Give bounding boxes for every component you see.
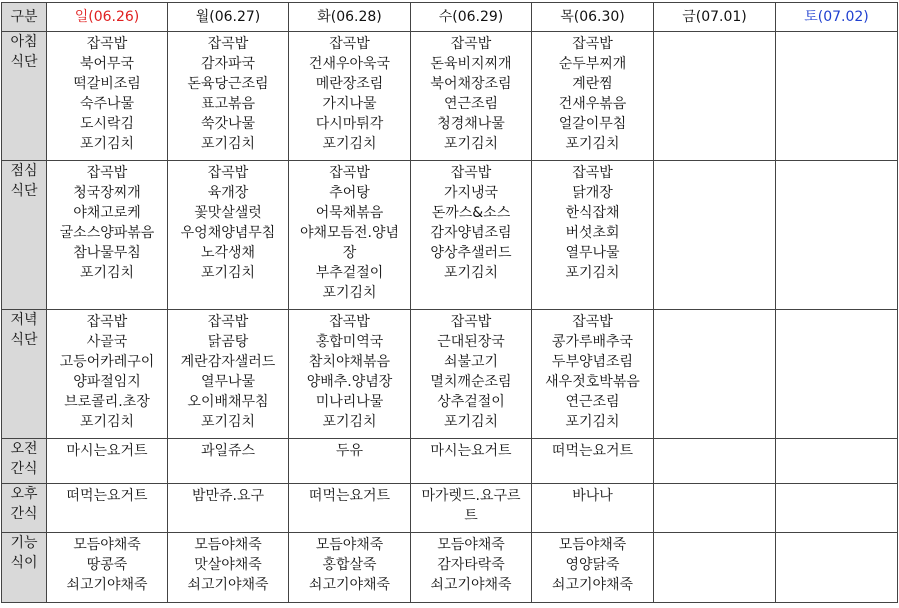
row-functional-diet bbox=[2, 533, 898, 603]
menu-item: 장 bbox=[342, 245, 357, 261]
menu-item: 마가렛드.요구르 bbox=[421, 488, 521, 504]
menu-items bbox=[47, 484, 167, 508]
menu-item: 건새우볶음 bbox=[558, 96, 627, 112]
row-label-line: 점심 bbox=[10, 163, 38, 179]
menu-item: 포기김치 bbox=[443, 414, 499, 430]
menu-item: 과일쥬스 bbox=[200, 443, 256, 459]
menu-item: 쇠고기야채죽 bbox=[66, 577, 148, 593]
menu-cell-afternoon-snack-mon bbox=[168, 484, 289, 533]
menu-item: 쇠고기야채죽 bbox=[187, 577, 269, 593]
menu-item: 두유 bbox=[335, 443, 364, 459]
menu-cell-afternoon-snack-sun bbox=[47, 484, 168, 533]
menu-item: 포기김치 bbox=[565, 414, 620, 430]
menu-item: 잡곡밥 bbox=[329, 165, 370, 181]
row-afternoon-snack bbox=[2, 484, 898, 533]
menu-items bbox=[47, 533, 167, 597]
menu-item: 콩가루배추국 bbox=[551, 334, 634, 350]
row-label-line: 저녁 bbox=[10, 312, 38, 328]
menu-items bbox=[47, 32, 167, 156]
menu-items bbox=[776, 161, 897, 165]
menu-item: 떠먹는요거트 bbox=[66, 488, 148, 504]
row-label-line: 기능 bbox=[10, 535, 38, 551]
menu-item: 쇠고기야채죽 bbox=[551, 577, 634, 593]
header-day-sat: 토(07.02) bbox=[776, 3, 898, 32]
menu-item: 떠먹는요거트 bbox=[308, 488, 391, 504]
menu-items bbox=[532, 533, 653, 597]
menu-item: 참치야채볶음 bbox=[308, 354, 391, 370]
menu-item: 얼갈이무침 bbox=[558, 116, 627, 132]
menu-item: 청경채나물 bbox=[437, 116, 505, 132]
menu-item: 트 bbox=[464, 508, 478, 524]
menu-item: 잡곡밥 bbox=[572, 36, 613, 52]
row-lunch bbox=[2, 161, 898, 310]
menu-item: 오이배채무침 bbox=[187, 394, 269, 410]
menu-item: 모듬야채죽 bbox=[437, 537, 505, 553]
menu-items bbox=[776, 439, 897, 443]
menu-item: 육개장 bbox=[207, 185, 249, 201]
menu-cell-lunch-sat bbox=[776, 161, 898, 310]
menu-item: 잡곡밥 bbox=[450, 36, 492, 52]
menu-item: 열무나물 bbox=[565, 245, 620, 261]
menu-item: 쇠고기야채죽 bbox=[430, 577, 512, 593]
menu-item: 사골국 bbox=[86, 334, 128, 350]
menu-items bbox=[47, 310, 167, 434]
menu-item: 홍합미역국 bbox=[315, 334, 384, 350]
menu-item: 계란감자샐러드 bbox=[180, 354, 276, 370]
menu-items bbox=[654, 439, 775, 443]
menu-item: 포기김치 bbox=[443, 136, 499, 152]
menu-cell-functional-diet-sun bbox=[47, 533, 168, 603]
menu-item: 쑥갓나물 bbox=[200, 116, 256, 132]
header-day-tue: 화(06.28) bbox=[289, 3, 411, 32]
menu-cell-morning-snack-sat bbox=[776, 439, 898, 484]
menu-cell-lunch-fri bbox=[654, 161, 776, 310]
header-corner: 구분 bbox=[2, 3, 47, 32]
menu-item: 부추겉절이 bbox=[315, 265, 384, 281]
menu-cell-lunch-wed bbox=[411, 161, 532, 310]
menu-cell-morning-snack-mon bbox=[168, 439, 289, 484]
menu-cell-dinner-fri bbox=[654, 310, 776, 439]
menu-item: 다시마튀각 bbox=[315, 116, 384, 132]
menu-item: 모듬야채죽 bbox=[73, 537, 141, 553]
menu-cell-breakfast-sun bbox=[47, 32, 168, 161]
menu-item: 돈육비지찌개 bbox=[430, 56, 512, 72]
menu-item: 쇠불고기 bbox=[443, 354, 499, 370]
menu-item: 포기김치 bbox=[322, 136, 377, 152]
menu-item: 야채고로케 bbox=[73, 205, 141, 221]
menu-item: 감자파국 bbox=[200, 56, 256, 72]
row-label-line: 식단 bbox=[10, 54, 38, 70]
menu-items bbox=[168, 161, 288, 285]
menu-cell-morning-snack-tue bbox=[289, 439, 411, 484]
menu-item: 포기김치 bbox=[565, 265, 620, 281]
menu-cell-dinner-tue bbox=[289, 310, 411, 439]
menu-item: 잡곡밥 bbox=[329, 314, 370, 330]
menu-items bbox=[532, 484, 653, 508]
menu-item: 표고볶음 bbox=[200, 96, 256, 112]
menu-cell-breakfast-sat bbox=[776, 32, 898, 161]
menu-item: 잡곡밥 bbox=[450, 165, 492, 181]
menu-item: 감자양념조림 bbox=[430, 225, 512, 241]
menu-item: 잡곡밥 bbox=[207, 314, 249, 330]
menu-item: 떡갈비조림 bbox=[73, 76, 141, 92]
menu-item: 포기김치 bbox=[565, 136, 620, 152]
menu-item: 포기김치 bbox=[200, 414, 256, 430]
menu-cell-dinner-wed bbox=[411, 310, 532, 439]
menu-item: 추어탕 bbox=[329, 185, 370, 201]
row-label-line: 오후 bbox=[10, 486, 38, 502]
menu-items bbox=[411, 32, 531, 156]
row-label-dinner bbox=[2, 310, 47, 439]
menu-item: 맛살야채죽 bbox=[194, 557, 262, 573]
menu-cell-functional-diet-sat bbox=[776, 533, 898, 603]
menu-item: 모듬야채죽 bbox=[315, 537, 384, 553]
menu-cell-dinner-mon bbox=[168, 310, 289, 439]
menu-item: 도시락김 bbox=[79, 116, 135, 132]
menu-item: 열무나물 bbox=[200, 374, 256, 390]
menu-cell-morning-snack-wed bbox=[411, 439, 532, 484]
menu-items bbox=[289, 32, 410, 156]
menu-item: 북어채장조림 bbox=[430, 76, 512, 92]
menu-item: 어묵채볶음 bbox=[315, 205, 384, 221]
menu-cell-breakfast-wed bbox=[411, 32, 532, 161]
menu-item: 모듬야채죽 bbox=[194, 537, 262, 553]
menu-items bbox=[654, 310, 775, 314]
menu-items bbox=[411, 310, 531, 434]
menu-items bbox=[411, 533, 531, 597]
menu-cell-afternoon-snack-fri bbox=[654, 484, 776, 533]
header-day-thu: 목(06.30) bbox=[532, 3, 654, 32]
menu-cell-dinner-thu bbox=[532, 310, 654, 439]
menu-items bbox=[532, 32, 653, 156]
menu-cell-morning-snack-sun bbox=[47, 439, 168, 484]
row-label-line: 식단 bbox=[10, 183, 38, 199]
menu-cell-lunch-sun bbox=[47, 161, 168, 310]
menu-cell-afternoon-snack-sat bbox=[776, 484, 898, 533]
menu-items bbox=[168, 310, 288, 434]
menu-cell-functional-diet-tue bbox=[289, 533, 411, 603]
menu-item: 잡곡밥 bbox=[329, 36, 370, 52]
menu-item: 떠먹는요거트 bbox=[551, 443, 634, 459]
menu-cell-lunch-thu bbox=[532, 161, 654, 310]
menu-cell-dinner-sun bbox=[47, 310, 168, 439]
menu-item: 바나나 bbox=[572, 488, 613, 504]
menu-item: 양상추샐러드 bbox=[430, 245, 512, 261]
menu-items bbox=[776, 32, 897, 36]
row-label-line: 간식 bbox=[10, 461, 38, 477]
meal-plan-table bbox=[1, 2, 898, 603]
menu-cell-breakfast-mon bbox=[168, 32, 289, 161]
menu-cell-morning-snack-fri bbox=[654, 439, 776, 484]
row-label-morning-snack bbox=[2, 439, 47, 484]
menu-items bbox=[654, 161, 775, 165]
menu-item: 마시는요거트 bbox=[430, 443, 512, 459]
menu-item: 노각생채 bbox=[200, 245, 256, 261]
row-label-functional-diet bbox=[2, 533, 47, 603]
menu-cell-lunch-mon bbox=[168, 161, 289, 310]
row-dinner bbox=[2, 310, 898, 439]
menu-item: 돈까스&소스 bbox=[431, 205, 511, 221]
row-label-line: 식단 bbox=[10, 332, 38, 348]
row-label-line: 아침 bbox=[10, 34, 38, 50]
header-day-sun: 일(06.26) bbox=[47, 3, 168, 32]
menu-items bbox=[776, 533, 897, 537]
menu-item: 마시는요거트 bbox=[66, 443, 148, 459]
menu-cell-functional-diet-fri bbox=[654, 533, 776, 603]
menu-item: 포기김치 bbox=[322, 414, 377, 430]
menu-item: 한식잡채 bbox=[565, 205, 620, 221]
menu-item: 쇠고기야채죽 bbox=[308, 577, 391, 593]
menu-items bbox=[532, 310, 653, 434]
menu-item: 가지냉국 bbox=[443, 185, 499, 201]
menu-cell-afternoon-snack-tue bbox=[289, 484, 411, 533]
menu-item: 참나물무침 bbox=[73, 245, 141, 261]
menu-item: 가지나물 bbox=[322, 96, 377, 112]
menu-item: 포기김치 bbox=[79, 265, 135, 281]
menu-item: 포기김치 bbox=[79, 136, 135, 152]
menu-items bbox=[47, 161, 167, 285]
menu-item: 포기김치 bbox=[200, 136, 256, 152]
menu-item: 포기김치 bbox=[322, 285, 377, 301]
menu-item: 브로콜리.초장 bbox=[64, 394, 150, 410]
header-day-fri: 금(07.01) bbox=[654, 3, 776, 32]
menu-item: 고등어카레구이 bbox=[59, 354, 155, 370]
menu-item: 밤만쥬.요구 bbox=[191, 488, 265, 504]
menu-cell-afternoon-snack-wed bbox=[411, 484, 532, 533]
menu-cell-functional-diet-mon bbox=[168, 533, 289, 603]
header-day-mon: 월(06.27) bbox=[168, 3, 289, 32]
menu-item: 모듬야채죽 bbox=[558, 537, 627, 553]
menu-items bbox=[168, 32, 288, 156]
header-row bbox=[2, 3, 898, 32]
menu-items bbox=[289, 310, 410, 434]
row-label-breakfast bbox=[2, 32, 47, 161]
row-label-line: 식이 bbox=[10, 555, 38, 571]
menu-items bbox=[289, 484, 410, 508]
menu-items bbox=[289, 161, 410, 305]
menu-item: 청국장찌개 bbox=[73, 185, 141, 201]
menu-item: 상추겉절이 bbox=[437, 394, 505, 410]
menu-cell-afternoon-snack-thu bbox=[532, 484, 654, 533]
row-label-line: 오전 bbox=[10, 441, 38, 457]
menu-item: 양파절임지 bbox=[73, 374, 141, 390]
menu-items bbox=[654, 484, 775, 488]
menu-item: 잡곡밥 bbox=[207, 36, 249, 52]
menu-item: 잡곡밥 bbox=[86, 314, 128, 330]
menu-item: 근대된장국 bbox=[437, 334, 505, 350]
menu-item: 잡곡밥 bbox=[86, 165, 128, 181]
menu-item: 돈육당근조림 bbox=[187, 76, 269, 92]
menu-item: 감자타락죽 bbox=[437, 557, 505, 573]
menu-item: 미나리나물 bbox=[315, 394, 384, 410]
row-label-line: 간식 bbox=[10, 506, 38, 522]
menu-item: 야채모듬전.양념 bbox=[299, 225, 400, 241]
menu-items bbox=[532, 161, 653, 285]
menu-item: 우엉채양념무침 bbox=[180, 225, 276, 241]
menu-cell-breakfast-fri bbox=[654, 32, 776, 161]
menu-item: 건새우아욱국 bbox=[308, 56, 391, 72]
menu-cell-breakfast-thu bbox=[532, 32, 654, 161]
menu-items bbox=[654, 32, 775, 36]
menu-items bbox=[289, 533, 410, 597]
menu-item: 포기김치 bbox=[443, 265, 499, 281]
menu-items bbox=[47, 439, 167, 463]
menu-item: 연근조림 bbox=[443, 96, 499, 112]
menu-cell-morning-snack-thu bbox=[532, 439, 654, 484]
menu-item: 잡곡밥 bbox=[207, 165, 249, 181]
menu-item: 잡곡밥 bbox=[450, 314, 492, 330]
menu-item: 포기김치 bbox=[79, 414, 135, 430]
menu-items bbox=[411, 161, 531, 285]
menu-item: 잡곡밥 bbox=[572, 314, 613, 330]
menu-item: 순두부찌개 bbox=[558, 56, 627, 72]
menu-cell-breakfast-tue bbox=[289, 32, 411, 161]
menu-item: 두부양념조림 bbox=[551, 354, 634, 370]
menu-item: 버섯초회 bbox=[565, 225, 620, 241]
menu-item: 꽃맛살샐럿 bbox=[194, 205, 262, 221]
menu-items bbox=[289, 439, 410, 463]
menu-item: 계란찜 bbox=[572, 76, 613, 92]
menu-item: 땅콩죽 bbox=[86, 557, 128, 573]
menu-item: 양배추.양념장 bbox=[306, 374, 393, 390]
menu-items bbox=[654, 533, 775, 537]
menu-items bbox=[532, 439, 653, 463]
menu-item: 북어무국 bbox=[79, 56, 135, 72]
menu-item: 잡곡밥 bbox=[86, 36, 128, 52]
row-label-afternoon-snack bbox=[2, 484, 47, 533]
menu-item: 멸치깨순조림 bbox=[430, 374, 512, 390]
menu-item: 메란장조림 bbox=[315, 76, 384, 92]
menu-item: 닭개장 bbox=[572, 185, 613, 201]
menu-items bbox=[411, 484, 531, 528]
header-day-wed: 수(06.29) bbox=[411, 3, 532, 32]
menu-item: 홍합살죽 bbox=[322, 557, 377, 573]
menu-items bbox=[168, 484, 288, 508]
row-breakfast bbox=[2, 32, 898, 161]
menu-item: 숙주나물 bbox=[79, 96, 135, 112]
menu-item: 새우젓호박볶음 bbox=[545, 374, 640, 390]
menu-item: 잡곡밥 bbox=[572, 165, 613, 181]
menu-cell-functional-diet-thu bbox=[532, 533, 654, 603]
row-label-lunch bbox=[2, 161, 47, 310]
row-morning-snack bbox=[2, 439, 898, 484]
menu-items bbox=[776, 484, 897, 488]
menu-item: 연근조림 bbox=[565, 394, 620, 410]
menu-cell-lunch-tue bbox=[289, 161, 411, 310]
menu-items bbox=[168, 439, 288, 463]
menu-item: 영양닭죽 bbox=[565, 557, 620, 573]
menu-item: 포기김치 bbox=[200, 265, 256, 281]
menu-item: 굴소스양파볶음 bbox=[59, 225, 155, 241]
menu-cell-functional-diet-wed bbox=[411, 533, 532, 603]
menu-item: 닭곰탕 bbox=[207, 334, 249, 350]
menu-cell-dinner-sat bbox=[776, 310, 898, 439]
menu-items bbox=[776, 310, 897, 314]
menu-items bbox=[411, 439, 531, 463]
menu-items bbox=[168, 533, 288, 597]
